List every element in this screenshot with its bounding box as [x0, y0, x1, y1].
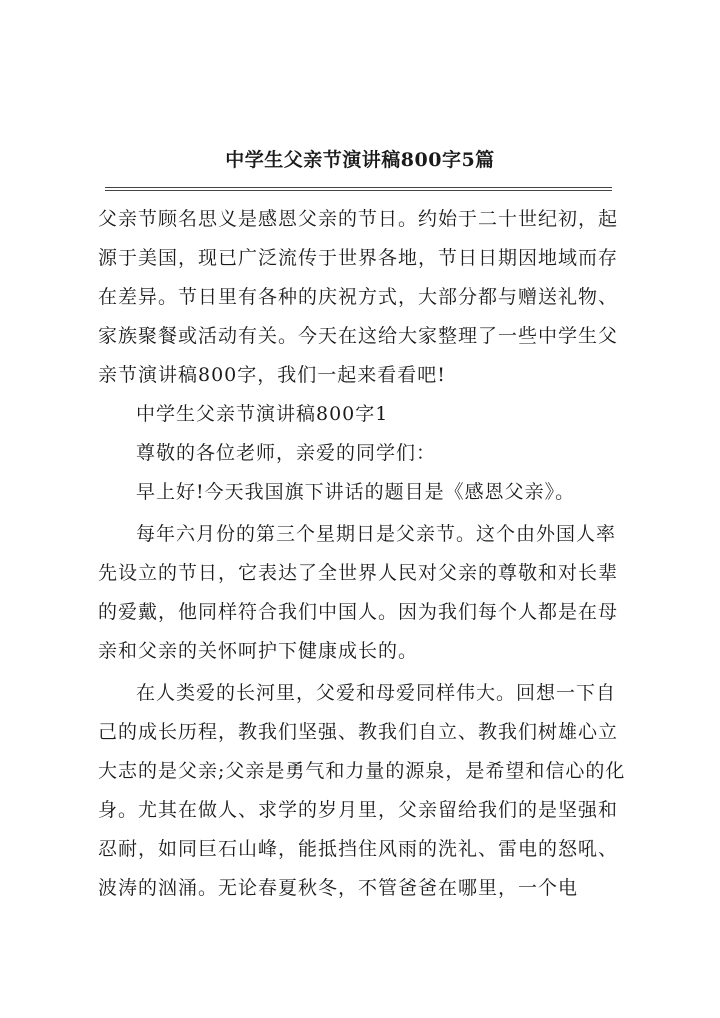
document-title: 中学生父亲节演讲稿800字5篇	[225, 149, 495, 171]
body-paragraph: 每年六月份的第三个星期日是父亲节。这个由外国人率先设立的节日，它表达了全世界人民对父亲的尊敬和对长辈的爱戴，他同样符合我们中国人。因为我们每个人都是在母亲和父亲的关怀呵护下健康成长的。	[98, 523, 619, 662]
body-paragraph: 在人类爱的长河里，父爱和母爱同样伟大。回想一下自己的成长历程，教我们坚强、教我们自立、教我们树雄心立大志的是父亲;父亲是勇气和力量的源泉，是希望和信心的化身。尤其在做人、求学的岁月里，父亲留给我们的是坚强和忍耐，如同巨石山峰，能抵挡住风雨的洗礼、雷电的怒吼、波涛的汹涌。无论春夏秋冬，不管爸爸在哪里，一个电	[98, 682, 626, 899]
greeting-paragraph: 早上好!今天我国旗下讲话的题目是《感恩父亲》。	[136, 481, 576, 503]
intro-paragraph: 父亲节顾名思义是感恩父亲的节日。约始于二十世纪初，起源于美国，现已广泛流传于世界各地，节日日期因地域而存在差异。节日里有各种的庆祝方式，大部分都与赠送礼物、家族聚餐或活动有关。今天在这给大家整理了一些中学生父亲节演讲稿800字，我们一起来看看吧!	[98, 208, 619, 386]
document-body	[98, 200, 630, 908]
section-heading: 中学生父亲节演讲稿800字1	[136, 403, 389, 425]
salutation-paragraph: 尊敬的各位老师，亲爱的同学们：	[136, 442, 437, 464]
title-double-rule	[105, 187, 612, 191]
